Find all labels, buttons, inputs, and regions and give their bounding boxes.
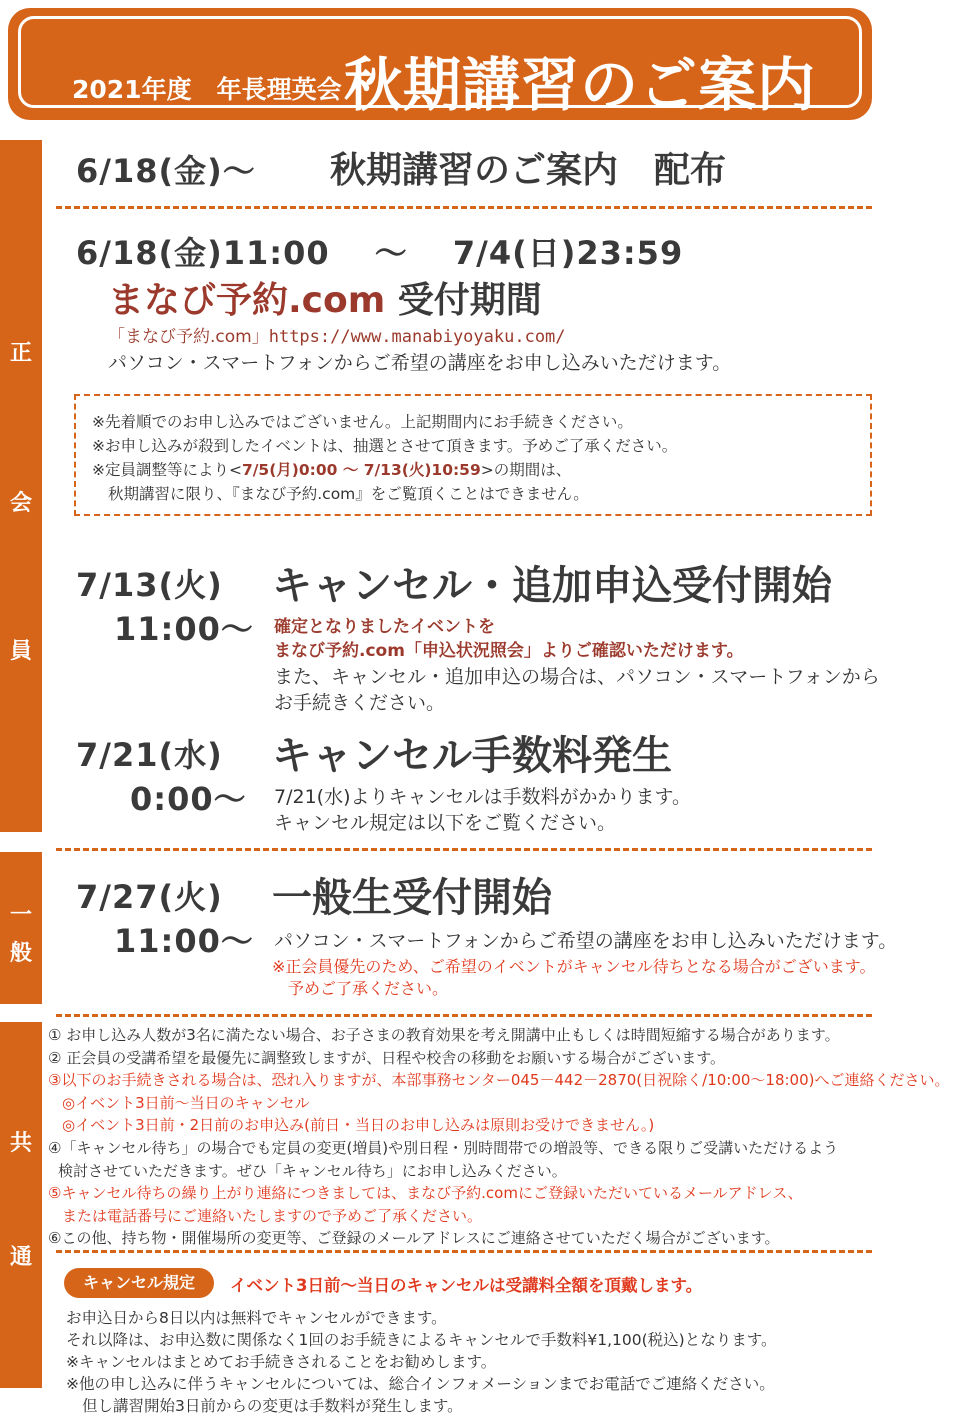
note-line: ※先着順でのお申し込みではございません。上記期間内にお手続きください。 (92, 413, 633, 431)
side-label-general (0, 852, 42, 1004)
reception-heading (108, 272, 542, 323)
general-open-body: パソコン・スマートフォンからご希望の講座をお申し込みいただけます。 (274, 930, 898, 952)
title-banner (8, 8, 872, 120)
divider (56, 1014, 872, 1017)
cancel-fee-time: 0:00～ (130, 780, 247, 818)
cancel-policy-line: それ以降は、お申込数に関係なく1回のお手続きによるキャンセルで手数料¥1,100(税込)となります。 (66, 1331, 777, 1349)
common-item: ⑥この他、持ち物・開催場所の変更等、ご登録のメールアドレスにご連絡させていただく場合がございます。 (48, 1229, 780, 1248)
banner-title: 秋期講習のご案内 (344, 51, 817, 119)
common-item: ⑤キャンセル待ちの繰り上がり連絡につきましては、まなび予約.comにご登録いただいているメールアドレス、 (48, 1184, 803, 1203)
cancel-fee-heading: キャンセル手数料発生 (272, 733, 672, 779)
side-char: 共 (9, 1131, 32, 1156)
general-open-heading: 一般生受付開始 (272, 875, 552, 921)
note-suffix: >の期間は、 (480, 461, 572, 479)
cancel-fee-body: キャンセル規定は以下をご覧ください。 (274, 812, 617, 834)
common-item: ③以下のお手続きされる場合は、恐れ入りますが、本部事務センター045－442－2870(日祝除く/10:00～18:00)へご連絡ください。 (48, 1071, 950, 1090)
side-label-common (0, 1022, 42, 1388)
side-char: 般 (9, 941, 32, 966)
common-item: ◎イベント3日前～当日のキャンセル (62, 1093, 310, 1112)
side-char: 通 (9, 1245, 32, 1270)
cancel-policy-line: ※キャンセルはまとめてお手続きされることをお勧めします。 (66, 1353, 497, 1371)
general-open-date: 7/27(火) (76, 878, 223, 916)
cancel-add-heading: キャンセル・追加申込受付開始 (272, 563, 832, 609)
site-url-link[interactable]: https://www.manabiyoyaku.com/ (268, 327, 566, 347)
general-open-note: ※正会員優先のため、ご希望のイベントがキャンセル待ちとなる場合がございます。 (272, 957, 876, 976)
cancel-add-date: 7/13(火) (76, 566, 223, 604)
cancel-policy-headline: イベント3日前～当日のキャンセルは受講料全額を頂戴します。 (230, 1276, 703, 1295)
cancel-policy-line: お申込日から8日以内は無料でキャンセルができます。 (66, 1309, 447, 1327)
common-item: 検討させていただきます。ぜひ「キャンセル待ち」にお申し込みください。 (58, 1161, 567, 1180)
divider (56, 848, 872, 851)
cancel-fee-date: 7/21(水) (76, 736, 223, 774)
common-item: ◎イベント3日前・2日前のお申込み(前日・当日のお申し込みは原則お受けできません。) (62, 1116, 655, 1135)
note-prefix: ※定員調整等により< (92, 461, 242, 479)
cancel-add-time: 11:00～ (114, 610, 254, 648)
cancel-policy-line: 但し講習開始3日前からの変更は手数料が発生します。 (82, 1397, 463, 1415)
reception-heading-suffix: 受付期間 (385, 280, 542, 321)
cancel-add-body: お手続きください。 (274, 692, 446, 714)
cancel-policy-line: ※他の申し込みに伴うキャンセルについては、総合インフォメーションまでお電話でご連絡ください。 (66, 1375, 775, 1393)
cancel-add-body: また、キャンセル・追加申込の場合は、パソコン・スマートフォンから (274, 666, 880, 688)
cancel-fee-body: 7/21(水)よりキャンセルは手数料がかかります。 (274, 786, 691, 808)
reception-period: 6/18(金)11:00 ～ 7/4(日)23:59 (76, 234, 684, 272)
site-link-label: 「まなび予約.com」 (108, 327, 269, 347)
common-item: ④「キャンセル待ち」の場合でも定員の変更(増員)や別日程・別時間帯での増設等、できる限りご受講いただけるよう (48, 1139, 839, 1157)
cancel-policy-badge: キャンセル規定 (64, 1268, 214, 1298)
side-char: 会 (9, 491, 32, 516)
note-line: ※お申し込みが殺到したイベントは、抽選とさせて頂きます。予めご了承ください。 (92, 437, 678, 455)
side-char: 一 (9, 903, 32, 928)
cancel-add-emphasis: 確定となりましたイベントを (274, 617, 495, 637)
side-label-members (0, 140, 42, 832)
distribution-date: 6/18(金)～ (76, 152, 256, 190)
site-name: まなび予約.com (108, 280, 386, 321)
general-open-note: 予めご了承ください。 (288, 979, 449, 998)
cancel-add-emphasis: まなび予約.com「申込状況照会」よりご確認いただけます。 (274, 641, 744, 661)
blackout-period: 7/5(月)0:00 ～ 7/13(火)10:59 (241, 461, 481, 479)
banner-subtitle: 2021年度 年長理英会 (72, 75, 342, 104)
common-item: または電話番号にご連絡いたしますので予めご了承ください。 (62, 1206, 483, 1225)
side-char: 正 (9, 341, 32, 366)
note-line: 秋期講習に限り、『まなび予約.com』をご覧頂くことはできません。 (108, 485, 589, 503)
divider (56, 1250, 872, 1253)
reception-description: パソコン・スマートフォンからご希望の講座をお申し込みいただけます。 (108, 352, 732, 374)
divider (56, 206, 872, 209)
common-item: ② 正会員の受講希望を最優先に調整致しますが、日程や校舎の移動をお願いする場合がございます。 (48, 1048, 726, 1067)
note-line (92, 458, 571, 480)
site-link-line (108, 322, 566, 347)
side-char: 員 (9, 639, 32, 664)
distribution-label: 秋期講習のご案内 配布 (330, 150, 727, 191)
common-item: ① お申し込み人数が3名に満たない場合、お子さまの教育効果を考え開講中止もしくは時間短縮する場合があります。 (48, 1026, 840, 1044)
general-open-time: 11:00～ (114, 922, 254, 960)
